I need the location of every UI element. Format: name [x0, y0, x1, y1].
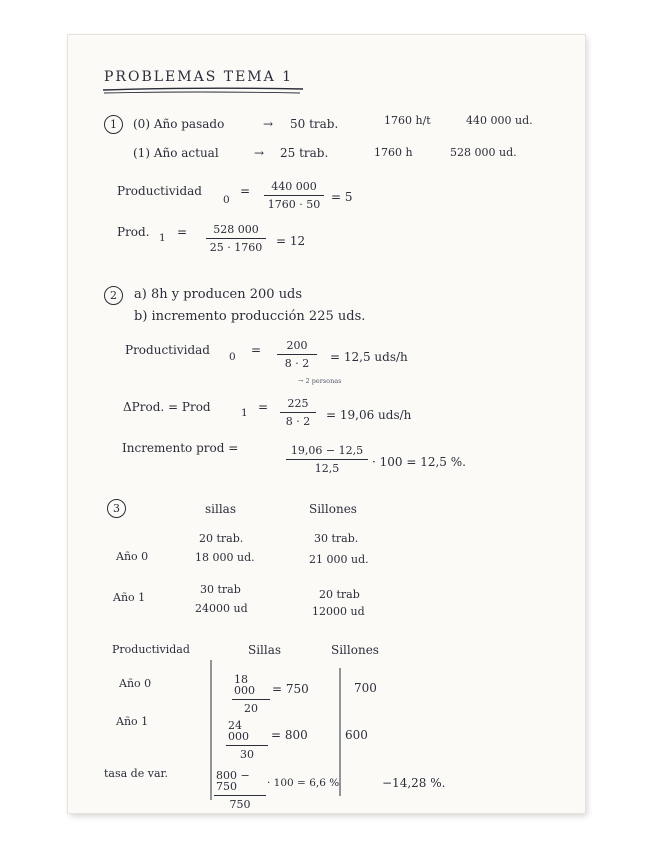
- fraction-denominator: 1760 · 50: [267, 198, 321, 212]
- problem-2-number: 2: [104, 286, 123, 305]
- p1-prod0-sub: 0: [223, 194, 230, 206]
- p2-prod0-note: → 2 personas: [298, 377, 342, 385]
- p2-prod0-eq: =: [251, 343, 262, 357]
- p2-delta-label: ΔProd. = Prod: [123, 400, 211, 414]
- fraction-denominator: 8 · 2: [285, 415, 311, 429]
- p1-row1-hours: 1760 h: [374, 146, 413, 159]
- p2-delta-sub: 1: [241, 407, 248, 419]
- p1-prod1-sub: 1: [159, 232, 166, 244]
- p3-table-row0-result: = 750: [272, 682, 309, 696]
- p3-y1-label: Año 1: [113, 591, 146, 604]
- p3-y1-sillas-ud: 24000 ud: [195, 602, 248, 615]
- p1-prod0-eq: =: [240, 184, 251, 198]
- p3-table-col-sillones: Sillones: [331, 643, 379, 657]
- problem-1-number: 1: [104, 115, 123, 134]
- p1-prod0-result: = 5: [331, 190, 353, 204]
- p2-statement-b: b) incremento producción 225 uds.: [134, 309, 366, 324]
- p2-delta-result: = 19,06 uds/h: [326, 408, 412, 422]
- p2-prod0-sub: 0: [229, 351, 236, 363]
- p1-row0-hours: 1760 h/t: [384, 114, 431, 127]
- p1-prod1-result: = 12: [276, 234, 306, 248]
- p3-col-sillas: sillas: [205, 502, 236, 516]
- page-title: PROBLEMAS TEMA 1: [104, 69, 294, 85]
- fraction-numerator: 200: [286, 339, 308, 352]
- p3-y1-sillas-trab: 30 trab: [200, 583, 241, 596]
- p3-table-rate-label: tasa de var.: [104, 767, 169, 780]
- fraction-denominator: 750: [229, 798, 251, 812]
- p3-table-row1-sillones: 600: [345, 728, 368, 742]
- p3-col-sillones: Sillones: [309, 502, 357, 516]
- p2-prod0-fraction: [277, 340, 317, 369]
- p1-row1-label: (1) Año actual: [133, 146, 219, 160]
- p2-prod0-label: Productividad: [125, 343, 210, 357]
- p3-table-row0-fraction: [232, 674, 270, 714]
- p3-table-rate-sillones: −14,28 %.: [382, 776, 446, 790]
- p1-prod1-eq: =: [177, 225, 188, 239]
- problem-3-number: 3: [107, 499, 126, 518]
- p1-row1-trab: 25 trab.: [280, 146, 329, 160]
- p3-y0-sillas-trab: 20 trab.: [199, 532, 244, 545]
- p1-row1-units: 528 000 ud.: [450, 146, 517, 159]
- fraction-denominator: 25 · 1760: [209, 241, 263, 255]
- fraction-numerator: 800 − 750: [216, 769, 250, 793]
- fraction-denominator: 12,5: [314, 462, 340, 476]
- p3-y0-sillas-ud: 18 000 ud.: [195, 551, 255, 564]
- fraction-numerator: 528 000: [213, 223, 259, 236]
- fraction-numerator: 18 000: [234, 673, 255, 697]
- p3-table-row0-label: Año 0: [119, 677, 152, 690]
- arrow-icon: →: [263, 117, 274, 131]
- p3-y0-sillones-ud: 21 000 ud.: [309, 553, 369, 566]
- p3-table-rate-fraction: [214, 770, 266, 810]
- fraction-denominator: 20: [244, 702, 258, 716]
- p3-y0-label: Año 0: [116, 550, 149, 563]
- p3-table-row1-result: = 800: [271, 728, 308, 742]
- p2-inc-label: Incremento prod =: [122, 441, 239, 455]
- p3-y0-sillones-trab: 30 trab.: [314, 532, 359, 545]
- p3-table-rate-result: · 100 = 6,6 %: [267, 777, 340, 789]
- p1-row0-label: (0) Año pasado: [133, 117, 225, 131]
- p2-inc-fraction: [286, 445, 368, 474]
- p2-inc-result: · 100 = 12,5 %.: [372, 455, 466, 469]
- p3-table-header: Productividad: [112, 643, 190, 656]
- p1-prod1-label: Prod.: [117, 225, 150, 239]
- fraction-numerator: 24 000: [228, 719, 249, 743]
- p2-statement-a: a) 8h y producen 200 uds: [134, 287, 303, 302]
- fraction-numerator: 440 000: [271, 180, 317, 193]
- p1-prod0-label: Productividad: [117, 184, 202, 198]
- fraction-numerator: 19,06 − 12,5: [290, 444, 364, 457]
- arrow-icon: →: [254, 146, 265, 160]
- p3-table-row1-label: Año 1: [116, 715, 149, 728]
- fraction-numerator: 225: [287, 397, 309, 410]
- p3-table-col-sillas: Sillas: [248, 643, 282, 657]
- p1-prod0-fraction: [264, 181, 324, 210]
- p1-row0-units: 440 000 ud.: [466, 114, 533, 127]
- p3-table-row1-fraction: [226, 720, 268, 760]
- p2-delta-eq: =: [258, 400, 269, 414]
- p2-prod0-result: = 12,5 uds/h: [330, 350, 408, 364]
- fraction-denominator: 8 · 2: [284, 357, 310, 371]
- p2-delta-fraction: [280, 398, 316, 427]
- fraction-denominator: 30: [240, 748, 254, 762]
- p3-y1-sillones-trab: 20 trab: [319, 588, 360, 601]
- p1-prod1-fraction: [206, 224, 266, 253]
- p3-y1-sillones-ud: 12000 ud: [312, 605, 365, 618]
- p1-row0-trab: 50 trab.: [290, 117, 339, 131]
- p3-table-row0-sillones: 700: [354, 681, 377, 695]
